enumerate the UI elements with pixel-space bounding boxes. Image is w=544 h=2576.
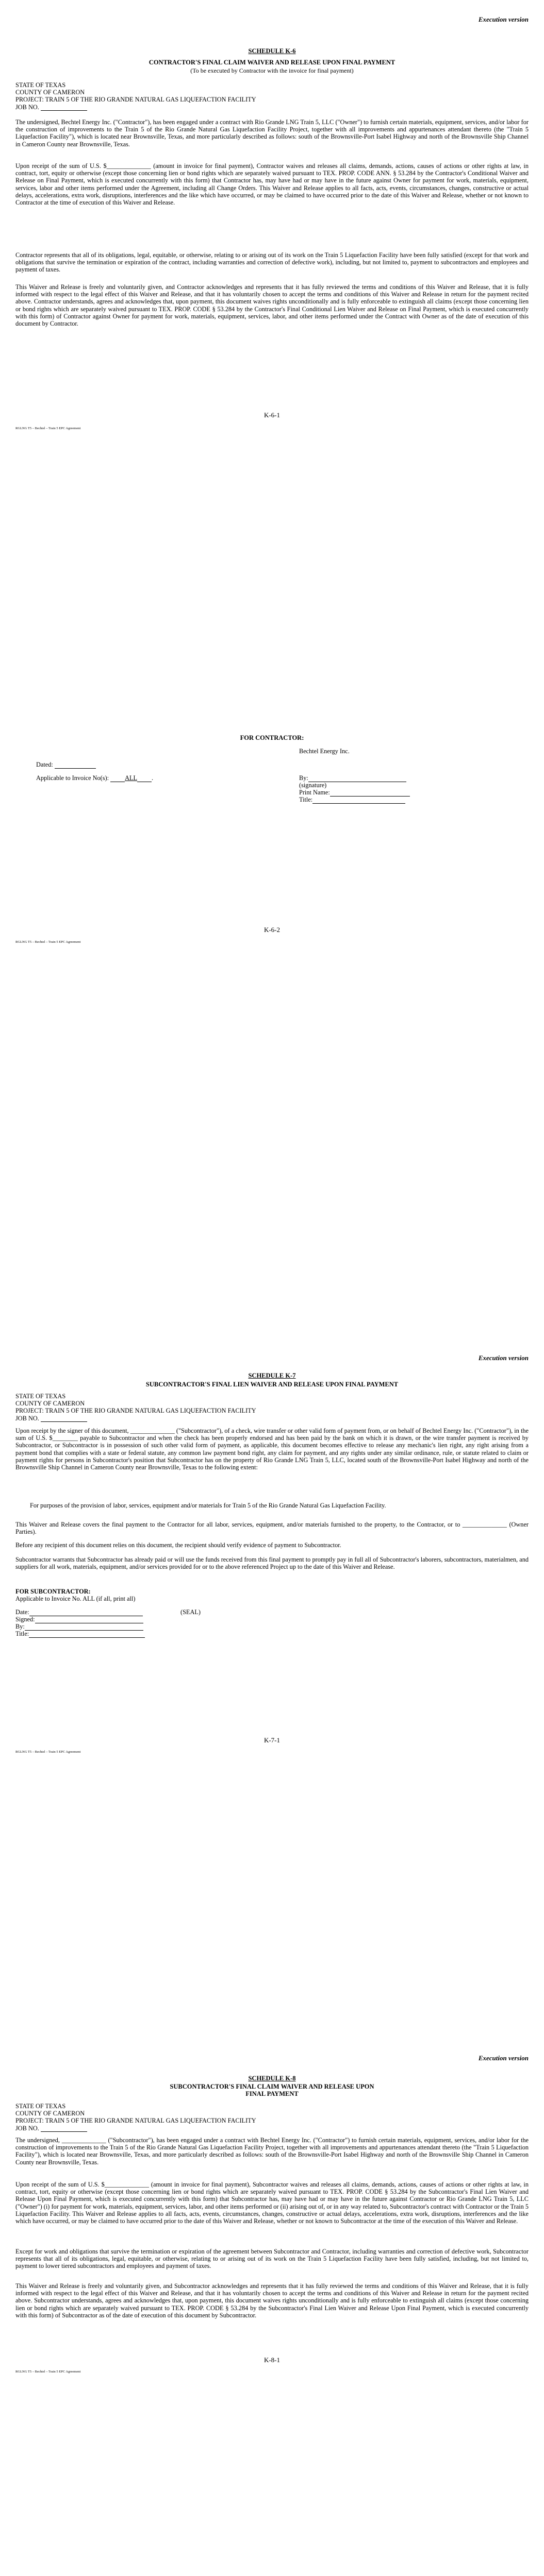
state-line: STATE OF TEXAS bbox=[15, 2103, 66, 2110]
dated-blank[interactable] bbox=[55, 768, 96, 769]
job-number-blank bbox=[41, 110, 87, 111]
date-label: Date: bbox=[15, 1608, 29, 1616]
job-number-blank[interactable] bbox=[41, 1421, 87, 1422]
job-number-line bbox=[15, 1415, 529, 1422]
paragraph-purpose: For purposes of the provision of labor, services, equipment and/or materials for Train 5 of the Rio Grande Natural Gas Liquefaction Facility. bbox=[30, 1502, 386, 1509]
company-name: Bechtel Energy Inc. bbox=[299, 748, 350, 755]
page-k6-2 bbox=[0, 703, 544, 1406]
job-number-blank[interactable] bbox=[41, 2131, 87, 2132]
print-name-field bbox=[299, 789, 410, 796]
document-subtitle: (To be executed by Contractor with the invoice for final payment) bbox=[190, 67, 354, 74]
title-blank[interactable] bbox=[29, 1637, 145, 1638]
page-footer: RGLNG T5 – Bechtel – Train 5 EPC Agreement bbox=[15, 427, 81, 430]
schedule-heading: SCHEDULE K-8 bbox=[248, 2075, 296, 2082]
for-subcontractor-heading: FOR SUBCONTRACTOR: bbox=[15, 1588, 91, 1595]
seal-label: (SEAL) bbox=[180, 1608, 201, 1616]
paragraph-voluntary: This Waiver and Release is freely and voluntarily given, and Subcontractor acknowledges and represents that it has fully reviewed the terms and conditions of this Waiver and Release, that it is fully informed with respect to the legal effect of this Waiver and Release, and that it has voluntarily chosen to accept the terms and conditions of this Waiver and Release in return for the payment recited above. Subcontractor understands, agrees and acknowledges that, upon payment, this document waives rights unconditionally and is fully enforceable to extinguish all claims (except those concerning lien or bond rights which are separately waived pursuant to TEX. PROP. CODE § 53.284 by the Subcontractor's Final Lien Waiver and Release Upon Final Payment, which is executed concurrently with this form) of Subcontractor as of the date of execution of this document by Subcontractor. bbox=[15, 2282, 529, 2319]
page-footer: RGLNG T5 – Bechtel – Train 5 EPC Agreement bbox=[15, 1750, 81, 1754]
paragraph-representation: Contractor represents that all of its obligations, legal, equitable, or otherwise, relating to or arising out of its work on the Train 5 Liquefaction Facility have been fully satisfied (except for that work and obligations that survive the termination or expiration of the contract, including warranties and correction of defective work), including, but not limited to, payment to subcontractors and employees and payment of taxes. bbox=[15, 251, 529, 274]
page-k6-1 bbox=[0, 0, 544, 703]
state-line: STATE OF TEXAS bbox=[15, 1393, 66, 1400]
project-line: PROJECT: TRAIN 5 OF THE RIO GRANDE NATURAL GAS LIQUEFACTION FACILITY bbox=[15, 1407, 256, 1415]
document-title-line-1: SUBCONTRACTOR'S FINAL CLAIM WAIVER AND RELEASE UPON bbox=[170, 2083, 374, 2090]
document-title: SUBCONTRACTOR'S FINAL LIEN WAIVER AND RELEASE UPON FINAL PAYMENT bbox=[145, 1381, 399, 1388]
job-label: JOB NO. bbox=[15, 103, 39, 111]
address-block bbox=[15, 81, 529, 111]
page-number: K-7-1 bbox=[263, 1736, 281, 1744]
paragraph-verify: Before any recipient of this document relies on this document, the recipient should verify evidence of payment to Subcontractor. bbox=[15, 1541, 341, 1549]
job-number-line bbox=[15, 104, 529, 111]
page-number: K-6-2 bbox=[263, 926, 281, 934]
by-label: By: bbox=[15, 1623, 25, 1630]
job-label: JOB NO. bbox=[15, 2124, 39, 2132]
title-field bbox=[299, 796, 405, 804]
county-line: COUNTY OF CAMERON bbox=[15, 89, 85, 96]
address-block bbox=[15, 2103, 529, 2132]
schedule-heading: SCHEDULE K-6 bbox=[248, 47, 296, 55]
paragraph-voluntary: This Waiver and Release is freely and voluntarily given, and Contractor acknowledges and represents that it has fully reviewed the terms and conditions of this Waiver and Release, that it is fully informed with respect to the legal effect of this Waiver and Release, and that it has voluntarily chosen to accept the terms and conditions of this Waiver and Release in return for the payment recited above. Contractor understands, agrees and acknowledges that, upon payment, this document waives rights unconditionally and is fully enforceable to extinguish all claims (except those concerning lien or bond rights which are separately waived pursuant to TEX. PROP. CODE § 53.284 by the Contractor's Final Conditional Lien Waiver and Release on Final Payment, which is executed concurrently with this form) of Contractor against Owner for payment for work, materials, equipment, services, labor, and other items performed under the Contract with Owner as of the date of execution of this document by Contractor. bbox=[15, 283, 529, 328]
page-number: K-6-1 bbox=[263, 411, 281, 419]
execution-version-label: Execution version bbox=[478, 2054, 529, 2062]
execution-version-label: Execution version bbox=[478, 15, 529, 23]
by-field bbox=[15, 1623, 143, 1631]
signed-label: Signed: bbox=[15, 1616, 35, 1623]
print-name-label: Print Name: bbox=[299, 789, 330, 796]
document-title-line-2: FINAL PAYMENT bbox=[245, 2090, 299, 2097]
paragraph-obligations: Except for work and obligations that survive the termination or expiration of the agreement between Subcontractor and Contractor, including warranties and correction of defective work, Subcontractor represents that all of its obligations, legal, equitable, or otherwise, relating to or arising out of its work on the Train 5 Liquefaction Facility have been fully satisfied, including, but not limited to, payment to lower tiered subcontractors and employees and payment of taxes. bbox=[15, 2248, 529, 2270]
title-blank[interactable] bbox=[312, 803, 405, 804]
dated-label: Dated: bbox=[36, 761, 53, 768]
by-label: By: bbox=[299, 774, 308, 782]
title-label: Title: bbox=[15, 1630, 29, 1637]
page-k7-1 bbox=[0, 1354, 544, 2110]
project-line: PROJECT: TRAIN 5 OF THE RIO GRANDE NATURAL GAS LIQUEFACTION FACILITY bbox=[15, 96, 256, 104]
paragraph-engagement: The undersigned, ______________ ("Subcontractor"), has been engaged under a contract with Bechtel Energy Inc. ("Contractor") to furnish certain materials, equipment, services, and/or labor for the construction of improvements to the Train 5 of the Rio Grande Natural Gas Liquefaction Facility Project, together with all improvements and appurtenances attendant thereto (the "Train 5 Liquefaction Facility"), which is located near Brownsville, Texas, and more particularly described as follows: south of the Brownsville-Port Isabel Highway and north of the Brownsville Ship Channel in Cameron County near Brownsville, Texas. bbox=[15, 2137, 529, 2166]
for-contractor-heading: FOR CONTRACTOR: bbox=[240, 734, 304, 741]
paragraph-warranty: Subcontractor warrants that Subcontractor has already paid or will use the funds received from this final payment to promptly pay in full all of Subcontractor's laborers, subcontractors, materialmen, and suppliers for all work, materials, equipment, and/or services provided for or to the above referenced Project up to the date of this Waiver and Release. bbox=[15, 1556, 529, 1571]
schedule-heading: SCHEDULE K-7 bbox=[248, 1372, 296, 1379]
page-footer: RGLNG T5 – Bechtel – Train 5 EPC Agreement bbox=[15, 940, 81, 944]
date-field bbox=[15, 1608, 143, 1616]
title-field bbox=[15, 1630, 145, 1638]
invoice-field: Applicable to Invoice No(s): ALL . bbox=[36, 774, 154, 782]
project-line: PROJECT: TRAIN 5 OF THE RIO GRANDE NATURAL GAS LIQUEFACTION FACILITY bbox=[15, 2117, 256, 2125]
page-k8-1 bbox=[0, 2054, 544, 2576]
county-line: COUNTY OF CAMERON bbox=[15, 2110, 85, 2117]
county-line: COUNTY OF CAMERON bbox=[15, 1400, 85, 1408]
page-number: K-8-1 bbox=[263, 2356, 281, 2364]
invoice-label: Applicable to Invoice No(s): bbox=[36, 774, 109, 782]
paragraph-release: Upon receipt by the signer of this document, ______________ ("Subcontractor"), of a check, wire transfer or other valid form of payment from, or on behalf of Bechtel Energy Inc. ("Contractor"), in the sum of U.S. $________ payable to Subcontractor and when the check has been properly endorsed and has been paid by the bank on which it is drawn, or the wire transfer payment is received by Subcontractor, or Subcontractor is in possession of such other valid form of payment, as applicable, this document becomes effective to release any mechanic's lien right, any right arising from a payment bond that complies with a state or federal statute, any common law payment bond right, any claim for payment, and any rights under any similar ordinance, rule, or statute related to claim or payment rights for persons in Subcontractor's position that Subcontractor has on the property of Rio Grande LNG Train 5, LLC, located south of the Brownsville-Port Isabel Highway and north of the Brownsville Ship Channel in Cameron County near Brownsville, Texas to the following extent: bbox=[15, 1427, 529, 1471]
paragraph-waiver: Upon receipt of the sum of U.S. $______________ (amount in invoice for final payment), Subcontractor waives and releases all claims, demands, actions, causes of actions or other rights at law, in contract, tort, equity or otherwise (except those concerning lien or bond rights which are separately waived pursuant to TEX. PROP. CODE § 53.284 by the Subcontractor's Final Lien Waiver and Release Upon Final Payment, which is executed concurrently with this form) that Subcontractor has, may have had or may have in the future against Contractor or Rio Grande LNG Train 5, LLC ("Owner") (i) for payment for work, materials, equipment, services, labor, and other items performed or (ii) arising out of, or in any way related to, Subcontractor's contract with Contractor or the Train 5 Liquefaction Facility. This Waiver and Release applies to all facts, acts, events, circumstances, changes, constructive or actual delays, accelerations, extra work, disruptions, interferences and the like which have occurred, or may be claimed to have occurred prior to the date of this Waiver and Release, whether or not known to Subcontractor at the time of the execution of this Waiver and Release. bbox=[15, 2181, 529, 2225]
signature-caption: (signature) bbox=[299, 782, 327, 789]
signed-field bbox=[15, 1616, 143, 1623]
invoice-line: Applicable to Invoice No. ALL (if all, print all) bbox=[15, 1595, 136, 1602]
execution-version-label: Execution version bbox=[478, 1354, 529, 1362]
dated-field bbox=[36, 761, 96, 769]
paragraph-waiver: Upon receipt of the sum of U.S. $______________ (amount in invoice for final payment), Contractor waives and releases all claims, demands, actions, causes of actions or other rights at law, in contract, tort, equity or otherwise (except those concerning lien or bond rights which are separately waived pursuant to TEX. PROP. CODE ANN. § 53.284 by the Contractor's Conditional Waiver and Release on Final Payment, which is executed concurrently with this form) that Contractor has, may have had or may have in the future against Owner for payment for work, materials, equipment, services, labor and other items performed under the Agreement, including all Change Orders. This Waiver and Release applies to all facts, acts, events, circumstances, changes, constructive or actual delays, accelerations, extra work, disruptions, interferences and the like which have occurred, or may be claimed to have occurred prior to the date of this Waiver and Release, whether or not known to Contractor at the time of execution of this Waiver and Release. bbox=[15, 162, 529, 207]
document-title: CONTRACTOR'S FINAL CLAIM WAIVER AND RELEASE UPON FINAL PAYMENT bbox=[149, 59, 395, 66]
job-label: JOB NO. bbox=[15, 1414, 39, 1422]
paragraph-engagement: The undersigned, Bechtel Energy Inc. ("Contractor"), has been engaged under a contract with Rio Grande LNG Train 5, LLC ("Owner") to furnish certain materials, equipment, services, and/or labor for the construction of improvements to the Train 5 of the Rio Grande Natural Gas Liquefaction Facility Project, together with all improvements and appurtenances attendant thereto (the "Train 5 Liquefaction Facility"), which is located near Brownsville, Texas, and more particularly described as follows: south of the Brownsville-Port Isabel Highway and north of the Brownsville Ship Channel in Cameron County near Brownsville, Texas. bbox=[15, 118, 529, 148]
job-number-line bbox=[15, 2125, 529, 2132]
by-field bbox=[299, 774, 406, 782]
title-label: Title: bbox=[299, 796, 313, 803]
page-footer: RGLNG T5 – Bechtel – Train 5 EPC Agreement bbox=[15, 2370, 81, 2374]
paragraph-coverage: This Waiver and Release covers the final payment to the Contractor for all labor, services, equipment, and/or materials furnished to the property, to the Contractor, or to ______________ (Owner Parties). bbox=[15, 1521, 529, 1536]
address-block bbox=[15, 1393, 529, 1422]
state-line: STATE OF TEXAS bbox=[15, 81, 66, 89]
invoice-value[interactable]: ALL bbox=[125, 774, 138, 782]
